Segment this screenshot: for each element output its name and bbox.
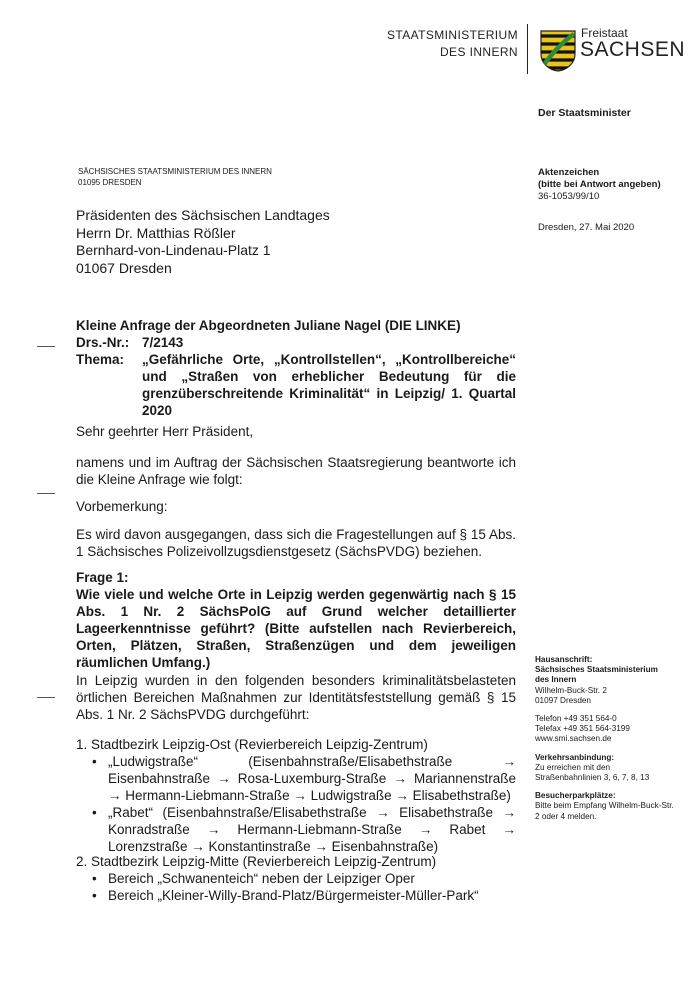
reference-label: Aktenzeichen [538, 167, 600, 178]
state-label: Freistaat [581, 26, 628, 40]
sender-address [78, 166, 272, 188]
list-item: • Bereich „Kleiner-Willy-Brand-Platz/Bürgermeister-Müller-Park“ [90, 887, 516, 904]
drs-label: Drs.-Nr.: [76, 335, 130, 350]
ministry-line-2: DES INNERN [439, 45, 518, 59]
question-1-heading: Frage 1: [76, 570, 129, 585]
transit-text: Zu erreichen mit den Straßenbahnlinien 3, 6, 7, 8, 13 [535, 762, 650, 783]
subject-title: Kleine Anfrage der Abgeordneten Juliane Nagel (DIE LINKE) [76, 318, 461, 333]
minister-title: Der Staatsminister [538, 107, 631, 119]
recipient-line-4: 01067 Dresden [76, 259, 172, 276]
thema-label: Thema: [76, 352, 125, 367]
recipient-line-2: Herrn Dr. Matthias Rößler [76, 224, 236, 241]
salutation: Sehr geehrter Herr Präsident, [76, 424, 254, 439]
reference-hint: (bitte bei Antwort angeben) [538, 179, 661, 190]
list-item: • „Rabet“ (Eisenbahnstraße/Elisabethstraße → Elisabethstraße → Konradstraße → Hermann-Liebmann-Straße → Rabet → Lorenzstraße → Konstantinstraße → Eisenbahnstraße) [90, 804, 516, 855]
address-street: Wilhelm-Buck-Str. 2 [535, 685, 607, 695]
fax-number: Telefax +49 351 564-3199 [535, 724, 630, 734]
recipient-address [76, 207, 330, 277]
recipient-line-3: Bernhard-von-Lindenau-Platz 1 [76, 242, 271, 258]
contact-sidebar [535, 655, 675, 822]
website-link[interactable]: www.smi.sachsen.de [535, 734, 612, 744]
address-org-1: Sächsisches Staatsministerium [535, 665, 658, 675]
ministry-line-1: STAATSMINISTERIUM [386, 28, 518, 42]
drs-value: 7/2143 [142, 335, 184, 350]
margin-mark [37, 697, 55, 698]
sender-line-2: 01095 DRESDEN [78, 178, 142, 187]
recipient-line-1: Präsidenten des Sächsischen Landtages [76, 207, 330, 223]
address-label: Hausanschrift: [535, 655, 593, 664]
district-heading-2: 2. Stadtbezirk Leipzig-Mitte (Revierbereich Leipzig-Zentrum) [76, 854, 437, 869]
question-1-text: Wie viele und welche Orte in Leipzig werden gegenwärtig nach § 15 Abs. 1 Nr. 2 SächsPolG auf Grund welcher detaillierter Lageerkenntnisse geführt? (Bitte aufstellen nach Revierbereich, Orten, Plätzen, Straßen, Straßenzügen und dem jeweiligen räumlichen Umfang.) [76, 587, 516, 670]
parking-label: Besucherparkplätze: [535, 791, 616, 801]
sender-line-1: SÄCHSISCHES STAATSMINISTERIUM DES INNERN [78, 167, 272, 176]
list-item: • „Ludwigstraße“ (Eisenbahnstraße/Elisabethstraße → Eisenbahnstraße → Rosa-Luxemburg-Straße → Mariannenstraße → Hermann-Liebmann-Straße → Ludwigstraße → Elisabethstraße) [90, 753, 516, 804]
preliminary-heading: Vorbemerkung: [76, 499, 168, 514]
header-divider [527, 24, 528, 74]
ministry-name [380, 27, 518, 61]
reference-number: 36-1053/99/10 [538, 191, 600, 202]
preliminary-text: Es wird davon ausgegangen, dass sich die Fragestellungen auf § 15 Abs. 1 Sächsisches Polizeivollzugsdienstgesetz (SächsPVDG) beziehen. [76, 527, 516, 559]
district-heading-1: 1. Stadtbezirk Leipzig-Ost (Revierbereich Leipzig-Zentrum) [76, 737, 428, 752]
list-item: • Bereich „Schwanenteich“ neben der Leipziger Oper [90, 870, 516, 887]
letter-date: Dresden, 27. Mai 2020 [538, 222, 635, 233]
answer-intro: In Leipzig wurden in den folgenden besonders kriminalitätsbelasteten örtlichen Bereichen Maßnahmen zur Identitätsfeststellung gemäß § 15 Abs. 1 Nr. 2 SächsPVDG durchgeführt: [76, 673, 516, 722]
transit-label: Verkehrsanbindung: [535, 752, 615, 762]
margin-mark [37, 493, 55, 494]
address-org-2: des Innern [535, 675, 577, 685]
margin-mark [37, 346, 55, 347]
district-1-list [90, 753, 516, 855]
thema-value: „Gefährliche Orte, „Kontrollstellen“, „Kontrollbereiche“ und „Straßen von erheblicher Bedeutung für die grenzüberschreitende Kriminalität“ in Leipzig/ 1. Quartal 2020 [142, 352, 516, 418]
subject-block [76, 317, 516, 419]
phone-number: Telefon +49 351 564-0 [535, 714, 617, 724]
state-name: SACHSEN [580, 38, 686, 61]
saxony-crest-icon [540, 30, 576, 72]
district-2-list [90, 870, 516, 904]
intro-paragraph: namens und im Auftrag der Sächsischen Staatsregierung beantworte ich die Kleine Anfrage wie folgt: [76, 455, 516, 487]
reference-block [538, 167, 661, 203]
address-city: 01097 Dresden [535, 695, 591, 705]
parking-text: Bitte beim Empfang Wilhelm-Buck-Str. 2 oder 4 melden. [535, 801, 674, 821]
